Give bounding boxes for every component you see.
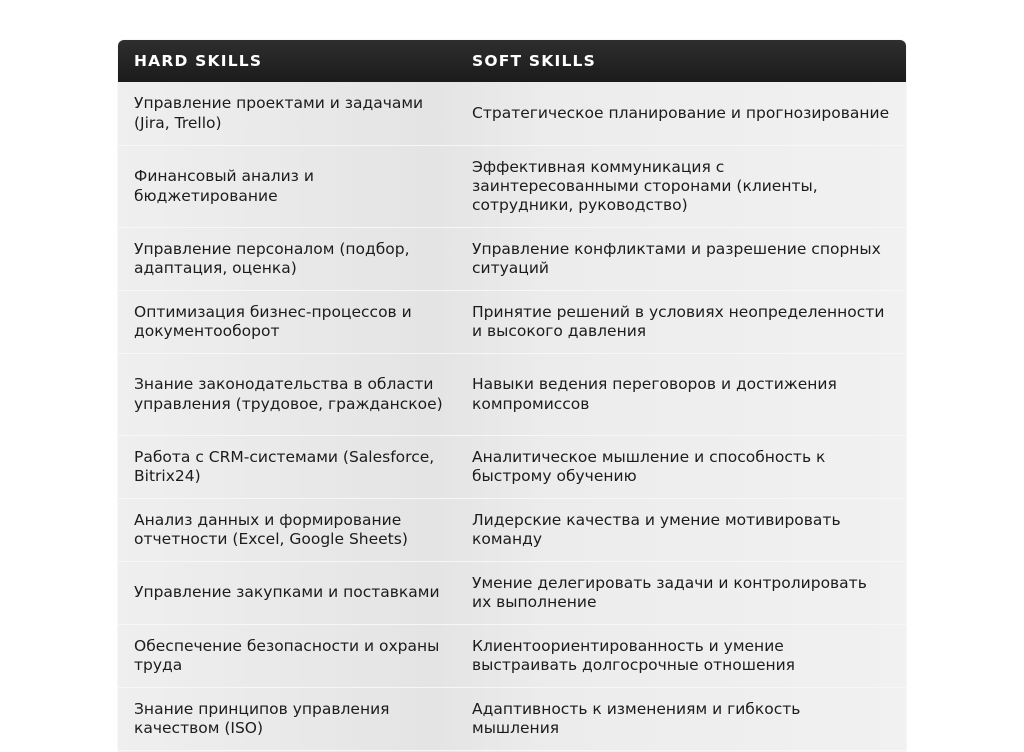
table-row: [118, 436, 906, 499]
soft-skill-cell: Стратегическое планирование и прогнозирование: [472, 103, 890, 122]
hard-skill-cell: Оптимизация бизнес-процессов и документооборот: [134, 302, 412, 340]
soft-skill-cell: Управление конфликтами и разрешение спорных ситуаций: [472, 239, 881, 277]
table-row: [118, 688, 906, 751]
table-row: [118, 146, 906, 228]
header-soft-skills: SOFT SKILLS: [472, 52, 596, 70]
hard-skill-cell: Знание законодательства в области управления (трудовое, гражданское): [134, 375, 443, 413]
hard-skill-cell: Управление проектами и задачами (Jira, Trello): [134, 94, 424, 132]
hard-skill-cell: Работа с CRM-системами (Salesforce, Bitrix24): [134, 447, 435, 485]
hard-skill-cell: Финансовый анализ и бюджетирование: [134, 167, 314, 205]
hard-skill-cell: Управление закупками и поставками: [134, 583, 440, 602]
soft-skill-cell: Адаптивность к изменениям и гибкость мышления: [472, 699, 801, 737]
soft-skill-cell: Принятие решений в условиях неопределенности и высокого давления: [472, 302, 885, 340]
table-header: [118, 40, 906, 82]
skills-table: [118, 40, 906, 752]
hard-skill-cell: Обеспечение безопасности и охраны труда: [134, 636, 440, 674]
hard-skill-cell: Анализ данных и формирование отчетности (Excel, Google Sheets): [134, 510, 408, 548]
table-row: [118, 625, 906, 688]
soft-skill-cell: Лидерские качества и умение мотивировать команду: [472, 510, 841, 548]
hard-skill-cell: Знание принципов управления качеством (ISO): [134, 699, 390, 737]
table-row: [118, 354, 906, 436]
table-row: [118, 228, 906, 291]
table-row: [118, 291, 906, 354]
table-row: [118, 499, 906, 562]
table-row: [118, 562, 906, 625]
soft-skill-cell: Навыки ведения переговоров и достижения компромиссов: [472, 375, 837, 413]
header-hard-skills: HARD SKILLS: [134, 52, 263, 70]
soft-skill-cell: Аналитическое мышление и способность к быстрому обучению: [472, 447, 826, 485]
soft-skill-cell: Умение делегировать задачи и контролировать их выполнение: [472, 573, 867, 611]
table-row: [118, 82, 906, 146]
hard-skill-cell: Управление персоналом (подбор, адаптация, оценка): [134, 239, 410, 277]
soft-skill-cell: Эффективная коммуникация с заинтересованными сторонами (клиенты, сотрудники, руководство): [472, 157, 818, 215]
soft-skill-cell: Клиентоориентированность и умение выстраивать долгосрочные отношения: [472, 636, 796, 674]
